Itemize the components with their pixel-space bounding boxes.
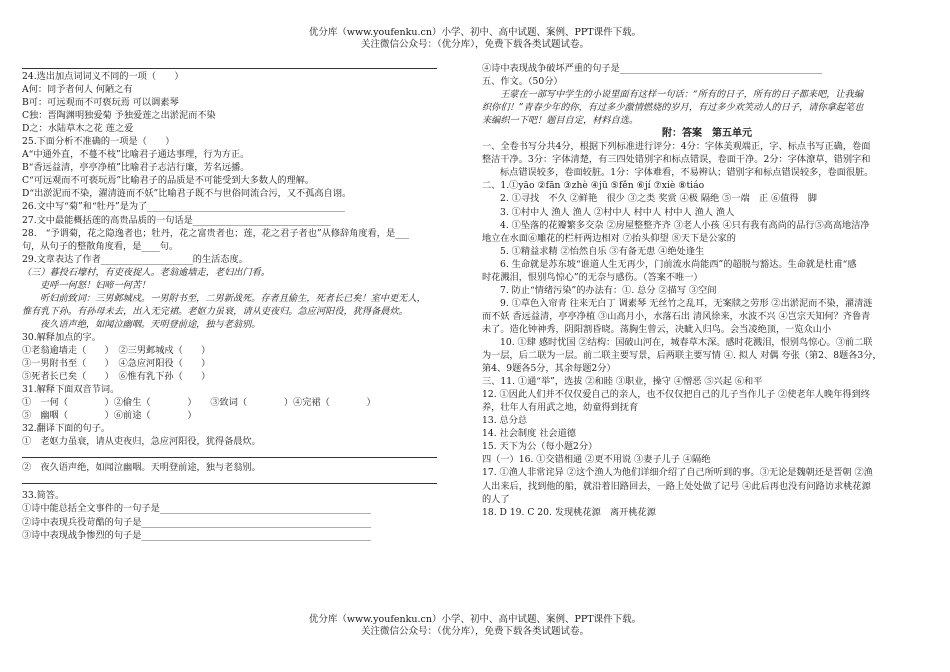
answer-2-7: 7. 防止“情绪污染”的办法有：①. 总分 ②描写 ③空间 — [500, 284, 717, 296]
question-26: 26.文中写“菊”和“牡丹”是为了___________________________________________ — [22, 201, 345, 213]
option-24d: D之：水陆草木之花 莲之爱 — [22, 123, 134, 135]
question-30-row-2: ③一男附书至（ ） ④急应河阳役（ ） — [22, 358, 211, 370]
answer-2-10-line-1: 10. ①肆 感时忧国 ②结构：国破山河在，城春草木深。感时花溅泪，恨别鸟惊心。③前二联 — [500, 336, 873, 348]
question-31-row-2: ⑤ 幽咽（ ）⑥前途（ ） — [22, 410, 197, 422]
page-footer — [0, 614, 950, 638]
answer-2-4-line-2: 地立在水面⑥雕花的栏杆两边相对 ⑦抬头仰望 ⑧天下是公家的 — [482, 232, 736, 244]
section-3-heading: （三）暮投石壕村，有吏夜捉人。老翁逾墙走，老妇出门看。 — [22, 266, 271, 278]
answer-2-6-line-2: 时花溅泪，恨别鸟惊心”的无奈与感伤。（答案不唯一） — [482, 271, 703, 283]
footer-line-2: 关注微信公众号：（优分库），免费下载各类试题试卷。 — [360, 626, 589, 637]
question-30: 30.解释加点的字。 — [22, 331, 101, 343]
answer-2-10-line-3: 第4、9题各5分，其余每题2分） — [482, 363, 616, 375]
answer-3-13: 13. 总分总 — [482, 415, 528, 427]
question-33: 33.简答。 — [22, 490, 65, 502]
answer-4-17-line-2: 人出来后，找到他的船，就沿着旧路回去，一路上处处做了记号 ④此后再也没有问路访求桃花源 — [482, 480, 871, 492]
option-24a: A何：同予者何人 何陋之有 — [22, 84, 133, 96]
option-24b: B可：可远观而不可亵玩焉 可以调素琴 — [22, 97, 179, 109]
question-24: 24.选出加点词词义不同的一项（ ） — [22, 71, 184, 82]
answer-4-17-line-1: 17. ①渔人非常诧异 ②这个渔人为他们详细介绍了自己所听到的事。③无论是魏朝还是晋朝 ②渔 — [482, 467, 873, 479]
answer-2-9-line-1: 9. ①草色入帘青 往来无白丁 调素琴 无丝竹之乱耳，无案牍之劳形 ②出淤泥而不染，濯清涟 — [500, 297, 873, 309]
left-column — [22, 68, 437, 542]
poem-line-2: 听妇前致词：三男邺城戍。一男附书至，二男新战死。存者且偷生，死者长已矣！室中更无人， — [40, 292, 426, 304]
question-31: 31.解释下面双音节词。 — [22, 384, 120, 396]
answer-4-18: 18. D 19. C 20. 发现桃花源 离开桃花源 — [482, 506, 656, 518]
section-5-heading: 五、作文。（50分） — [482, 76, 563, 88]
answer-2-2: 2. ①寻找 不久 ②鲜艳 很少 ③之类 奖赏 ④极 隔绝 ⑤一端 正 ⑥值得 脚 — [500, 193, 817, 205]
answer-3-15: 15. 天下为公（每小题2分） — [482, 441, 598, 453]
question-28-line1: 28. “予谓菊，花之隐逸者也；牡丹，花之富贵者也；莲，花之君子者也”从修辞角度看，是___ — [22, 227, 409, 239]
question-28-line2: 句，从句子的整散角度看，是____句。 — [22, 240, 179, 252]
poem-line-1: 吏呼一何怒！妇啼一何苦！ — [40, 279, 151, 291]
answer-2-5: 5. ①精益求精 ②怡然自乐 ③有备无患 ④绝处逢生 — [500, 245, 705, 257]
essay-prompt-3: 来编织一下吧！题目自定，材料自选。 — [482, 115, 639, 127]
question-29: 29.文章表达了作者____________________的生活态度。 — [22, 253, 248, 265]
question-33-c: ③诗中表现战争惨烈的句子是__________________________________________________ — [22, 529, 372, 541]
question-33-a: ①诗中能总括全文事件的一句子是______________________________________________ — [22, 503, 372, 515]
question-33-d: ④诗中表现战争破坏严重的句子是____________________________________________ — [482, 63, 822, 74]
answer-3-12-line-2: 养，壮年人有用武之地，幼童得到抚育 — [482, 402, 639, 414]
answer-2-1: 二、1.①yāo ②fān ③zhè ④jū ⑤fěn ⑥jí ⑦xiè ⑧tiáo — [482, 180, 705, 192]
answer-title: 附：答案 第五单元 — [662, 128, 752, 140]
answer-2-9-line-2: 而不妖 香远益清，亭亭净植 ③山高月小，水落石出 清风徐来，水波不兴 ④岂宗天知何？齐鲁青 — [482, 310, 871, 322]
page-header — [0, 27, 950, 51]
answer-3-14: 14. 社会制度 社会道德 — [482, 428, 576, 440]
answer-2-3: 3. ①村中人 渔人 渔人 ②村中人 村中人 村中人 渔人 渔人 — [500, 206, 735, 218]
answer-3-12-line-1: 12. ①因此人们并不仅仅爱自己的亲人，也不仅仅把自己的儿子当作儿子 ②使老年人晚年得到终 — [482, 389, 870, 401]
answer-1-line-2: 整洁干净。3分：字体清楚，有三四处错别字和标点错误，卷面干净。2分：字体潦草，错别字和 — [482, 154, 871, 166]
answer-2-4-line-1: 4. ①坠落的花瓣繁多交杂 ②房屋整整齐齐 ③老人小孩 ④只有我有高尚的品行⑤高高地洁净 — [500, 219, 870, 231]
essay-prompt-2: 织你们！”青春少年的你，有过多少激情燃烧的岁月，有过多少欢笑动人的日子，请你拿起笔也 — [482, 102, 864, 114]
right-column — [482, 62, 932, 519]
header-line-2: 关注微信公众号：（优分库），免费下载各类试题试卷。 — [360, 39, 589, 50]
question-27: 27.文中最能概括莲的高贵品质的一句话是______________________________ — [22, 214, 331, 226]
answer-2-6-line-1: 6. 生命就是苏东坡“谁道人生无再少，门前流水尚能西”的超脱与豁达。生命就是杜甫“感 — [500, 258, 857, 270]
option-25c: C“可远观而不可亵玩焉”比喻君子的品质是不可能受到大多数人的理解。 — [22, 175, 315, 187]
option-24c: C独：晋陶渊明独爱菊 予独爱莲之出淤泥而不染 — [22, 110, 216, 122]
question-32-a: ① 老妪力虽衰，请从吏夜归，急应河阳役，犹得备晨炊。 — [22, 436, 261, 448]
answer-1-line-1: 一、全卷书写分共4分，根据下列标准进行评分：4分：字体美观端正，字、标点书写正确，卷面 — [482, 141, 871, 153]
question-25: 25.下面分析不准确的一项是（ ） — [22, 136, 175, 148]
answer-3-11: 三、11. ①通“举”，选拔 ②和睦 ③职业，操守 ④憎恶 ⑤兴起 ⑥和平 — [482, 376, 763, 388]
question-31-row-1: ① 一何（ ）②偷生（ ） ③致词（ ）④完裙（ ） — [22, 397, 376, 409]
essay-prompt-1: 王蒙在一部写中学生的小说里面有这样一句话：“所有的日子，所有的日子都来吧，让我编 — [500, 89, 864, 101]
option-25d: D“出淤泥而不染，濯清涟而不妖”比喻君子既不与世俗同流合污，又不孤高自诩。 — [22, 188, 352, 200]
option-25a: A“中通外直，不蔓不枝”比喻君子通达事理，行为方正。 — [22, 149, 250, 161]
question-30-row-3: ⑤死者长已矣（ ） ⑥惟有乳下孙（ ） — [22, 371, 211, 383]
header-line-1: 优分库（www.youfenku.cn）小学、初中、高中试题、案例、PPT课件下载。 — [308, 27, 642, 38]
poem-line-4: 夜久语声绝，如闻泣幽咽。天明登前途，独与老翁别。 — [40, 318, 261, 330]
poem-line-3: 惟有乳下孙。有孙母未去，出入无完裙。老妪力虽衰，请从吏夜归。急应河阳役，犹得备晨炊。 — [22, 305, 408, 317]
answer-line-32a — [22, 457, 437, 458]
question-32-b: ② 夜久语声绝，如闻泣幽咽。天明登前途，独与老翁别。 — [22, 462, 261, 474]
footer-line-1: 优分库（www.youfenku.cn）小学、初中、高中试题、案例、PPT课件下载。 — [308, 614, 642, 625]
answer-line-32b — [22, 483, 437, 484]
answer-1-line-3: 标点错误较多，卷面较脏。1分：字体难看，不易辨认；错别字和标点错误较多，卷面很脏。 — [500, 167, 874, 179]
answer-2-9-line-3: 未了。造化钟神秀，阴阳割昏晓。荡胸生曾云，决眦入归鸟。会当凌绝顶，一览众山小 — [482, 323, 832, 335]
question-32: 32.翻译下面的句子。 — [22, 423, 111, 435]
top-rule — [22, 68, 437, 69]
answer-4-17-line-3: 的人了 — [482, 493, 510, 505]
answer-4-16: 四（一）16. ①交错相通 ②更不用说 ③妻子儿子 ④隔绝 — [482, 454, 711, 466]
question-33-b: ②诗中表现兵役苛酷的句子是__________________________________________________ — [22, 516, 372, 528]
option-25b: B“香远益清，亭亭净植”比喻君子志洁行廉，芳名远播。 — [22, 162, 250, 174]
answer-2-10-line-2: 为一层，后二联为一层。前二联主要写景，后两联主要写情 ④. 拟人 对偶 夸张（第2、8题各3分， — [482, 350, 882, 362]
question-30-row-1: ①老翁逾墙走（ ） ②三男邺城戍（ ） — [22, 344, 211, 356]
